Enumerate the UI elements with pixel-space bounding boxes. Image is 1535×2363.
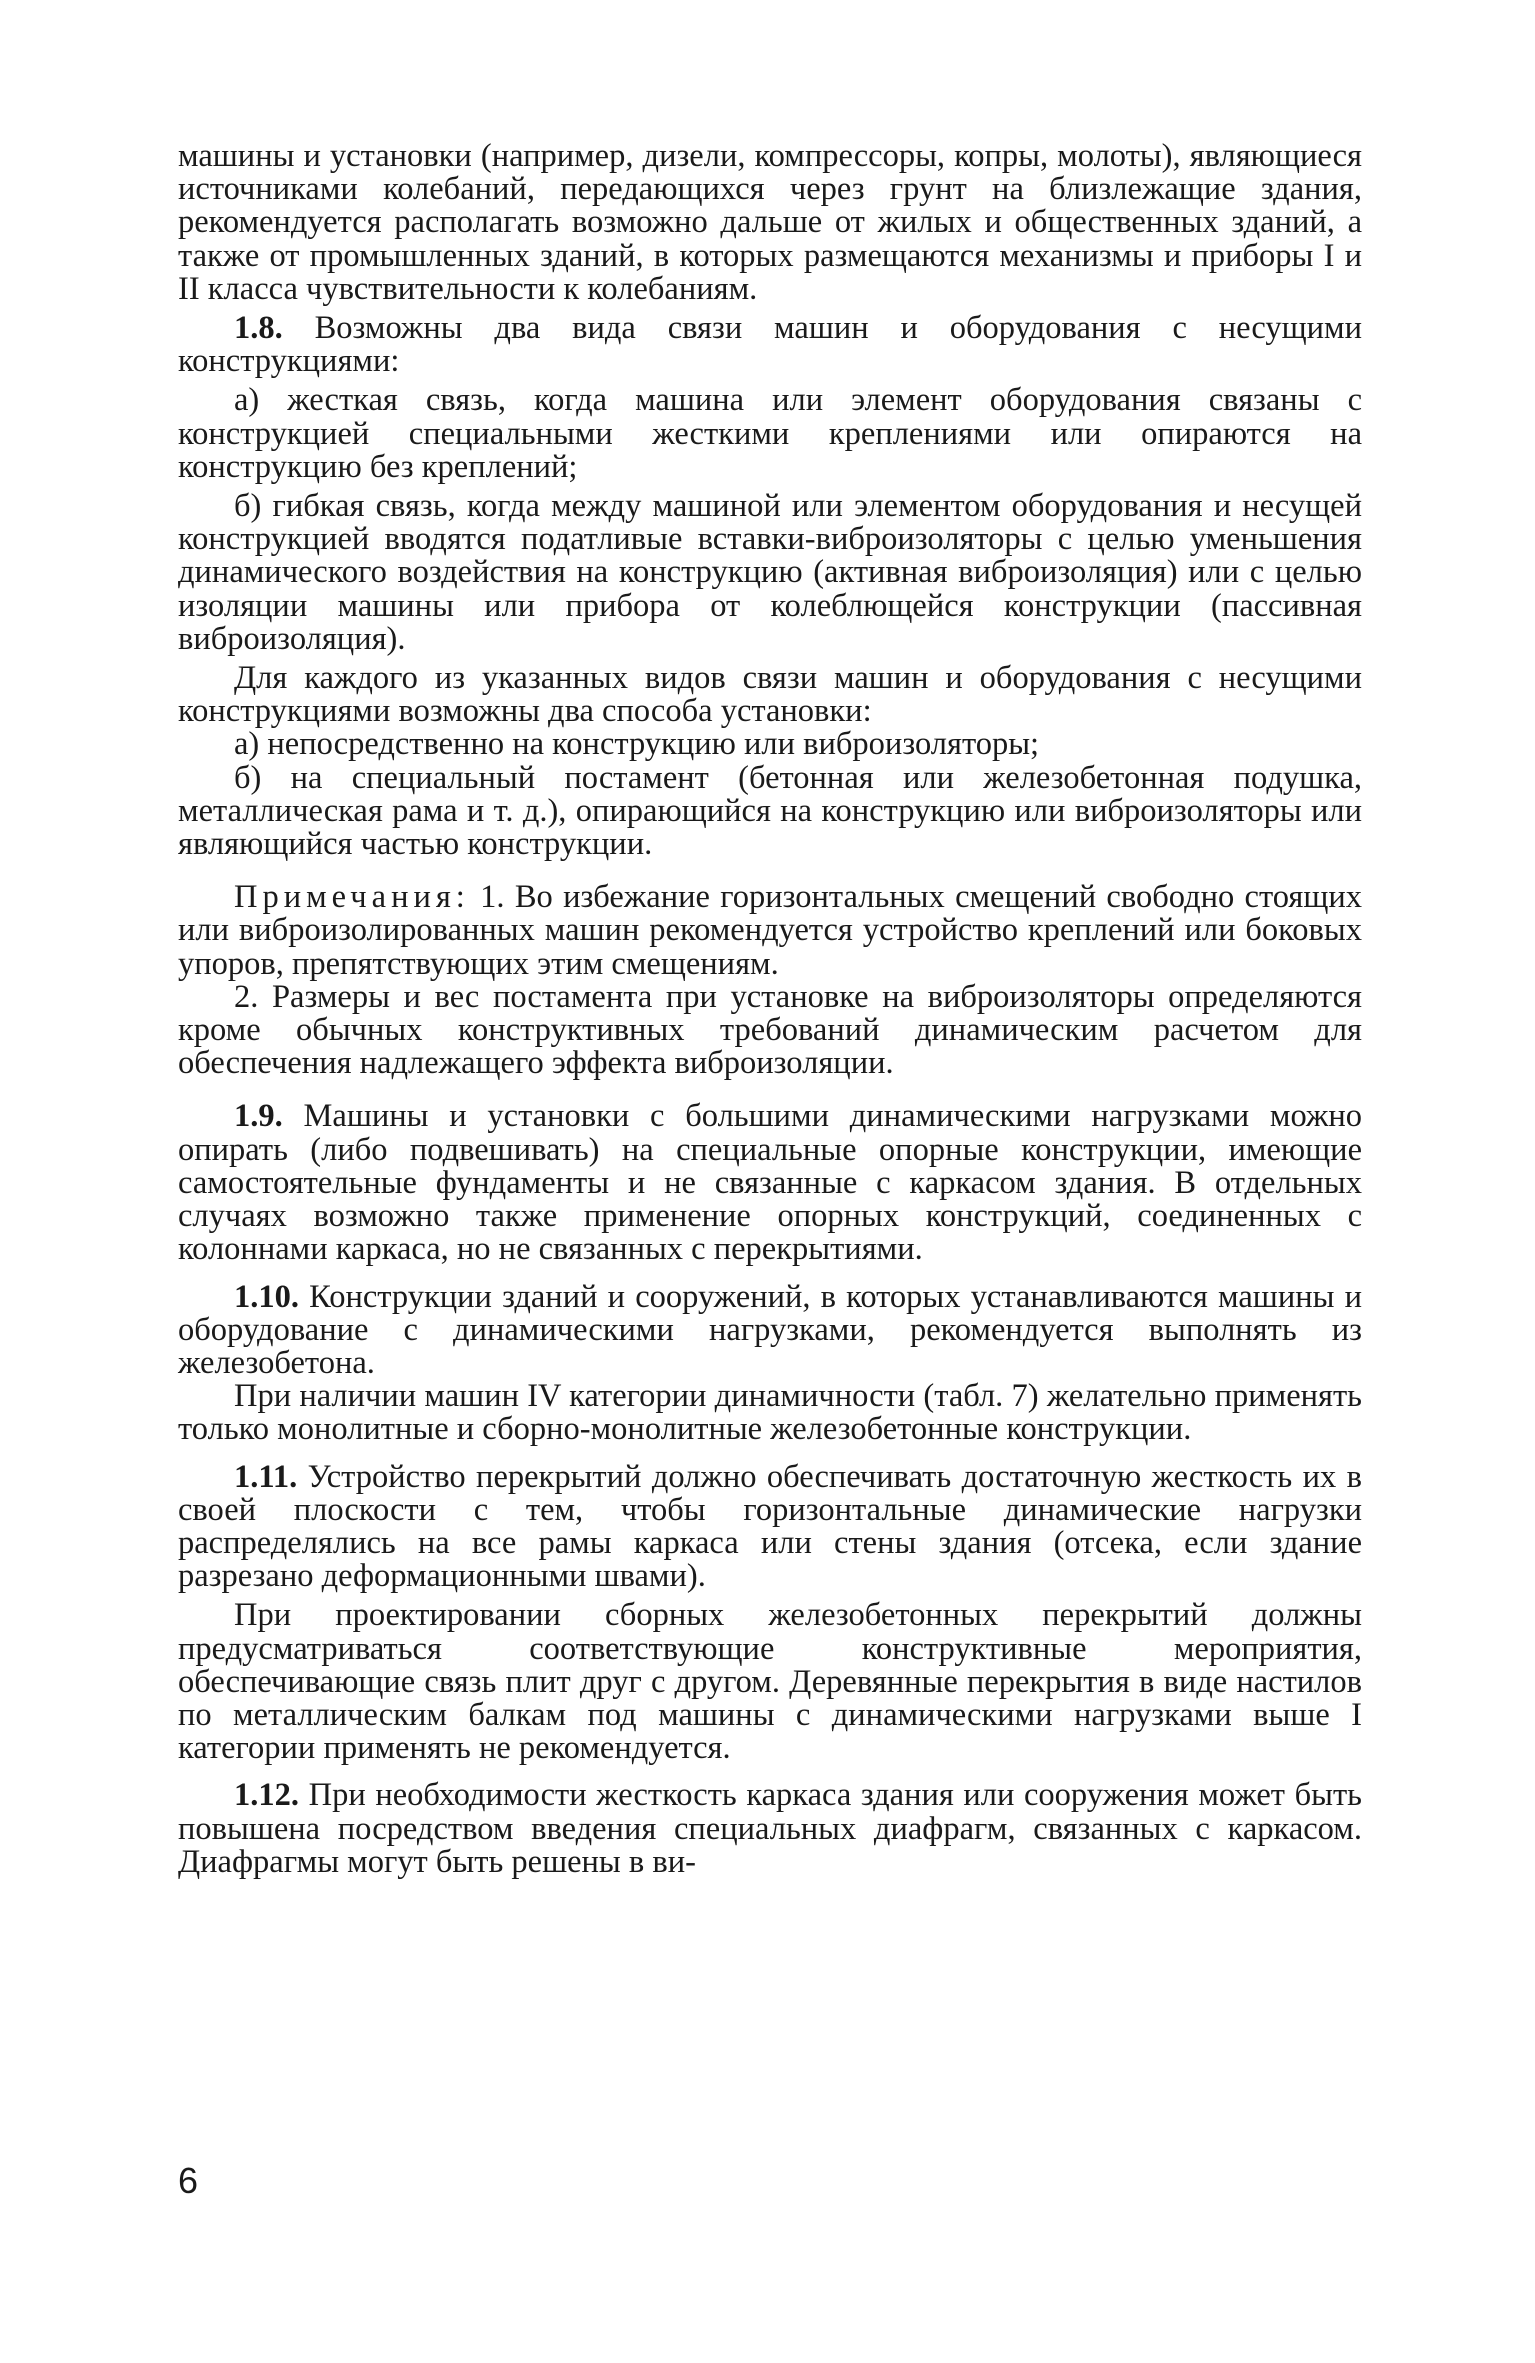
page-content — [178, 140, 1362, 1879]
section-1-12 — [178, 1779, 1362, 1879]
intro-paragraph: машины и установки (например, дизели, компрессоры, копры, молоты), являющиеся источниками колебаний, передающихся через грунт на близлежащие здания, рекомендуется располагать возможно дальше от жилых и общественных зданий, а также от промышленных зданий, в которых размещаются механизмы и приборы I и II класса чувствительности к колебаниям. — [178, 138, 1362, 307]
section-text: Конструкции зданий и сооружений, в которых устанавливаются машины и оборудование с динамическими нагрузками, рекомендуется выполнять из железобетона. — [178, 1278, 1363, 1381]
section-number: 1.10. — [234, 1278, 299, 1315]
section-text: Машины и установки с большими динамическими нагрузками можно опирать (либо подвешивать) на специальные опорные конструкции, имеющие самостоятельные фундаменты и не связанные с каркасом здания. В отдельных случаях возможно также применение опорных конструкций, соединенных с колоннами каркаса, но не связанных с перекрытиями. — [178, 1098, 1362, 1268]
page-number: 6 — [178, 2160, 199, 2201]
section-1-11 — [178, 1458, 1362, 1595]
section-text: При необходимости жесткость каркаса здания или сооружения может быть повышена посредством введения специальных диафрагм, связанных с каркасом. Диафрагмы могут быть решены в ви- — [178, 1777, 1363, 1880]
section-number: 1.12. — [234, 1777, 299, 1814]
section-number: 1.11. — [234, 1458, 298, 1495]
section-1-10 — [178, 1278, 1363, 1381]
note-text: 1. Во избежание горизонтальных смещений свободно стоящих или виброизолированных машин рекомендуется устройство креплений или боковых упоров, препятствующих этим смещениям. — [178, 879, 1362, 982]
list-item-b: б) гибкая связь, когда между машиной или элементом оборудования и несущей конструкцией вводятся податливые вставки-виброизоляторы с целью уменьшения динамического воздействия на конструкцию (активная виброизоляция) или с целью изоляции машины или прибора от колеблющейся конструкции (пассивная виброизоляция). — [178, 488, 1362, 657]
paragraph: При наличии машин IV категории динамичности (табл. 7) желательно применять только монолитные и сборно-монолитные железобетонные конструкции. — [178, 1378, 1362, 1448]
paragraph: При проектировании сборных железобетонных перекрытий должны предусматриваться соответствующие конструктивные мероприятия, обеспечивающие связь плит друг с другом. Деревянные перекрытия в виде настилов по металлическим балкам под машины с динамическими нагрузками выше I категории применять не рекомендуется. — [178, 1597, 1362, 1767]
note-1 — [178, 881, 1362, 981]
section-text: Устройство перекрытий должно обеспечивать достаточную жесткость их в своей плоскости с тем, чтобы горизонтальные динамические нагрузки распределялись на все рамы каркаса или стены здания (отсека, если здание разрезано деформационными швами). — [178, 1458, 1362, 1595]
section-text: Возможны два вида связи машин и оборудования с несущими конструкциями: — [178, 310, 1362, 380]
notes-label: Примечания: — [234, 879, 470, 916]
list-item-b2: б) на специальный постамент (бетонная или железобетонная подушка, металлическая рама и т. д.), опирающийся на конструкцию или виброизоляторы или являющийся частью конструкции. — [178, 759, 1362, 863]
section-1-9 — [178, 1100, 1362, 1266]
section-number: 1.9. — [234, 1098, 283, 1135]
list-item-a2: а) непосредственно на конструкцию или виброизоляторы; — [234, 726, 1040, 763]
note-2: 2. Размеры и вес постамента при установке на виброизоляторы определяются кроме обычных конструктивных требований динамическим расчетом для обеспечения надлежащего эффекта виброизоляции. — [178, 978, 1362, 1082]
paragraph: Для каждого из указанных видов связи машин и оборудования с несущими конструкциями возможны два способа установки: — [178, 660, 1362, 730]
section-number: 1.8. — [234, 310, 283, 347]
list-item-a: а) жесткая связь, когда машина или элемент оборудования связаны с конструкцией специальными жесткими креплениями или опираются на конструкцию без креплений; — [178, 382, 1362, 485]
section-1-8 — [178, 312, 1362, 378]
